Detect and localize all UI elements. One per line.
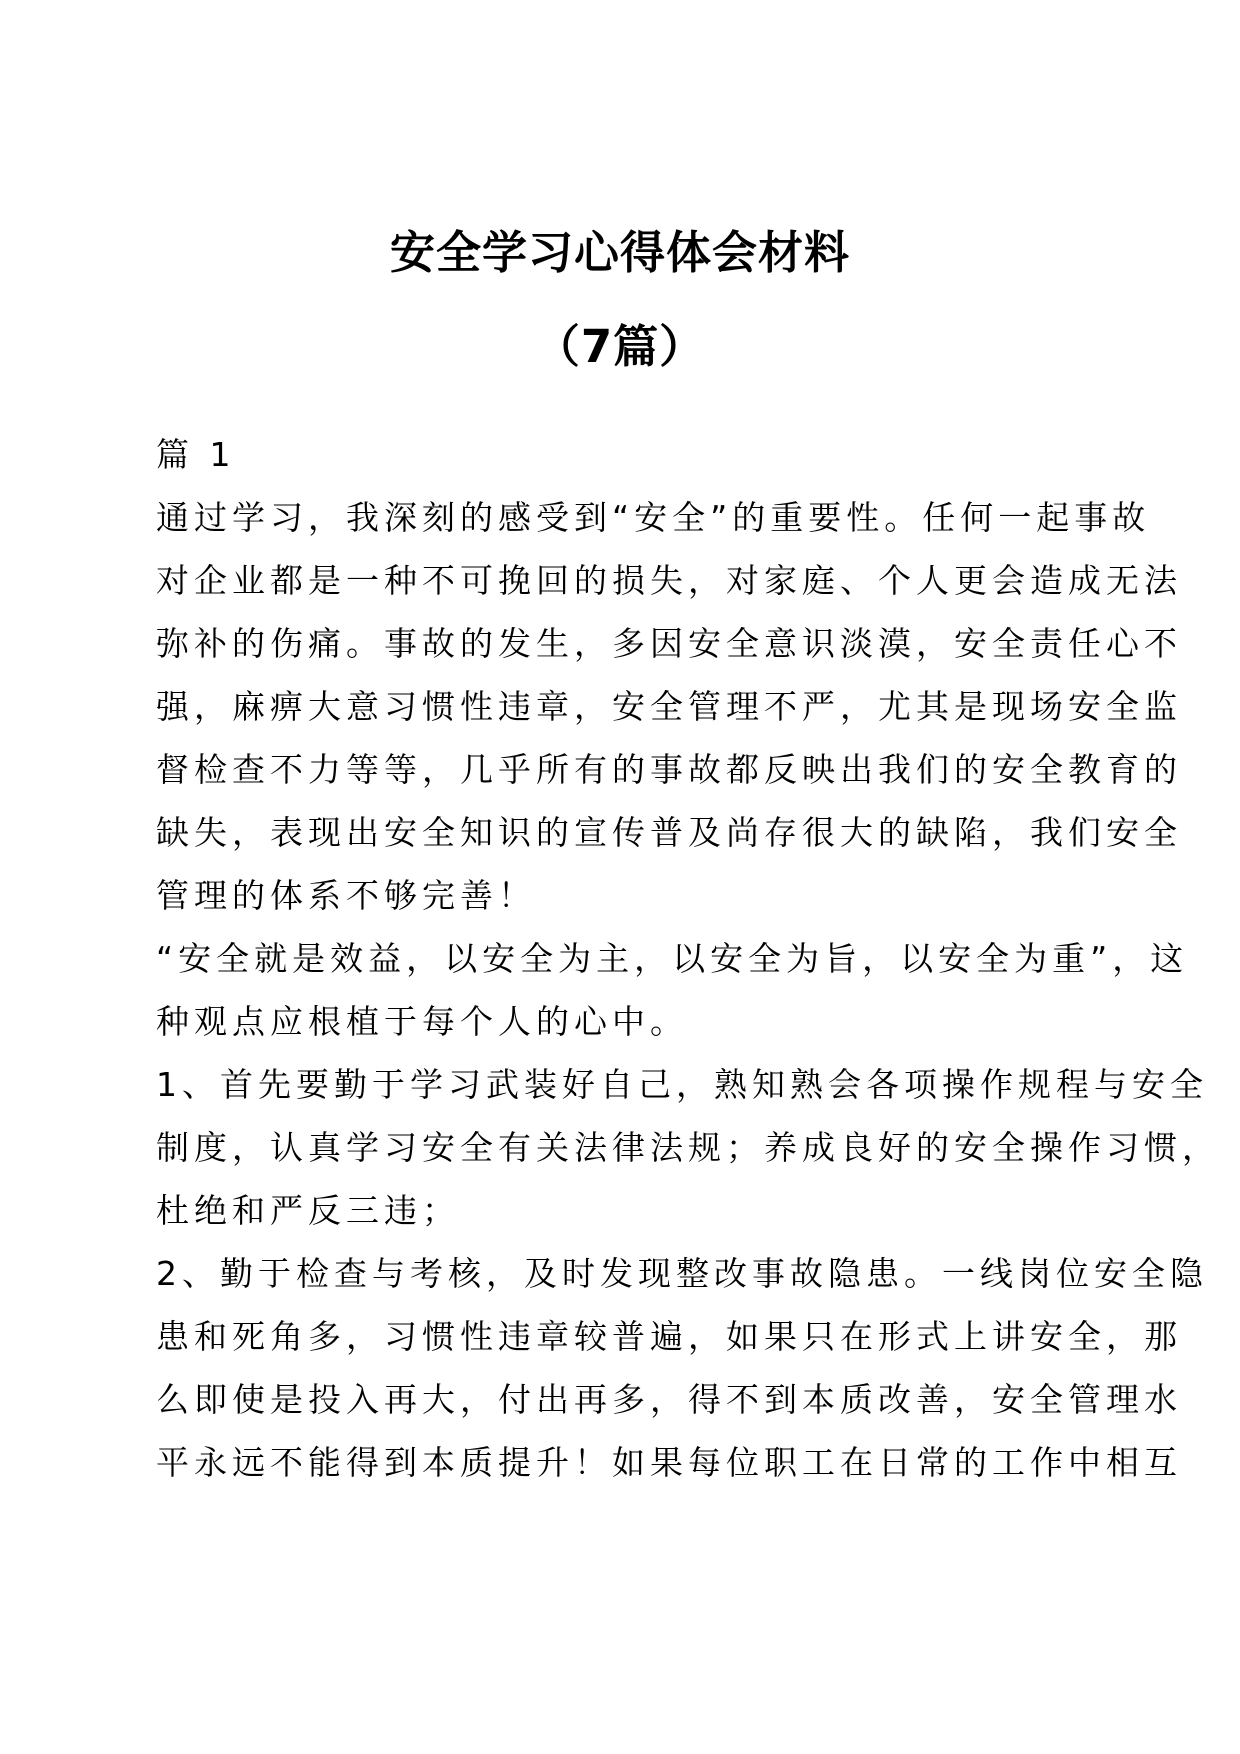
text-line: 患和死角多，习惯性违章较普遍，如果只在形式上讲安全，那 bbox=[156, 1317, 1182, 1356]
document-title: 安全学习心得体会材料 bbox=[389, 226, 850, 279]
text-line: 制度，认真学习安全有关法律法规；养成良好的安全操作习惯， bbox=[156, 1128, 1220, 1167]
text-line: 2、勤于检查与考核，及时发现整改事故隐患。一线岗位安全隐 bbox=[156, 1254, 1208, 1293]
document-subtitle: （7篇） bbox=[534, 320, 706, 373]
paragraph-2 bbox=[156, 927, 1189, 1053]
text-line: “安全就是效益，以安全为主，以安全为旨，以安全为重”，这 bbox=[156, 939, 1189, 978]
paragraph-1 bbox=[156, 486, 1182, 927]
paragraph-4 bbox=[156, 1242, 1208, 1494]
text-line: 杜绝和严反三违； bbox=[156, 1191, 460, 1230]
document-body bbox=[156, 423, 1220, 1494]
paragraph-3 bbox=[156, 1053, 1220, 1242]
text-line: 平永远不能得到本质提升！如果每位职工在日常的工作中相互 bbox=[156, 1443, 1182, 1482]
text-line: 种观点应根植于每个人的心中。 bbox=[156, 1002, 688, 1041]
text-line: 1、首先要勤于学习武装好自己，熟知熟会各项操作规程与安全 bbox=[156, 1065, 1208, 1104]
text-line: 缺失，表现出安全知识的宣传普及尚存很大的缺陷，我们安全 bbox=[156, 813, 1182, 852]
text-line: 督检查不力等等，几乎所有的事故都反映出我们的安全教育的 bbox=[156, 750, 1182, 789]
text-line: 强，麻痹大意习惯性违章，安全管理不严，尤其是现场安全监 bbox=[156, 687, 1182, 726]
text-line: 通过学习，我深刻的感受到“安全”的重要性。任何一起事故 bbox=[156, 498, 1151, 537]
text-line: 对企业都是一种不可挽回的损失，对家庭、个人更会造成无法 bbox=[156, 561, 1182, 600]
text-line: 弥补的伤痛。事故的发生，多因安全意识淡漠，安全责任心不 bbox=[156, 624, 1182, 663]
text-line: 么即使是投入再大，付出再多，得不到本质改善，安全管理水 bbox=[156, 1380, 1182, 1419]
text-line: 管理的体系不够完善！ bbox=[156, 876, 536, 915]
section-label: 篇 1 bbox=[156, 435, 236, 474]
